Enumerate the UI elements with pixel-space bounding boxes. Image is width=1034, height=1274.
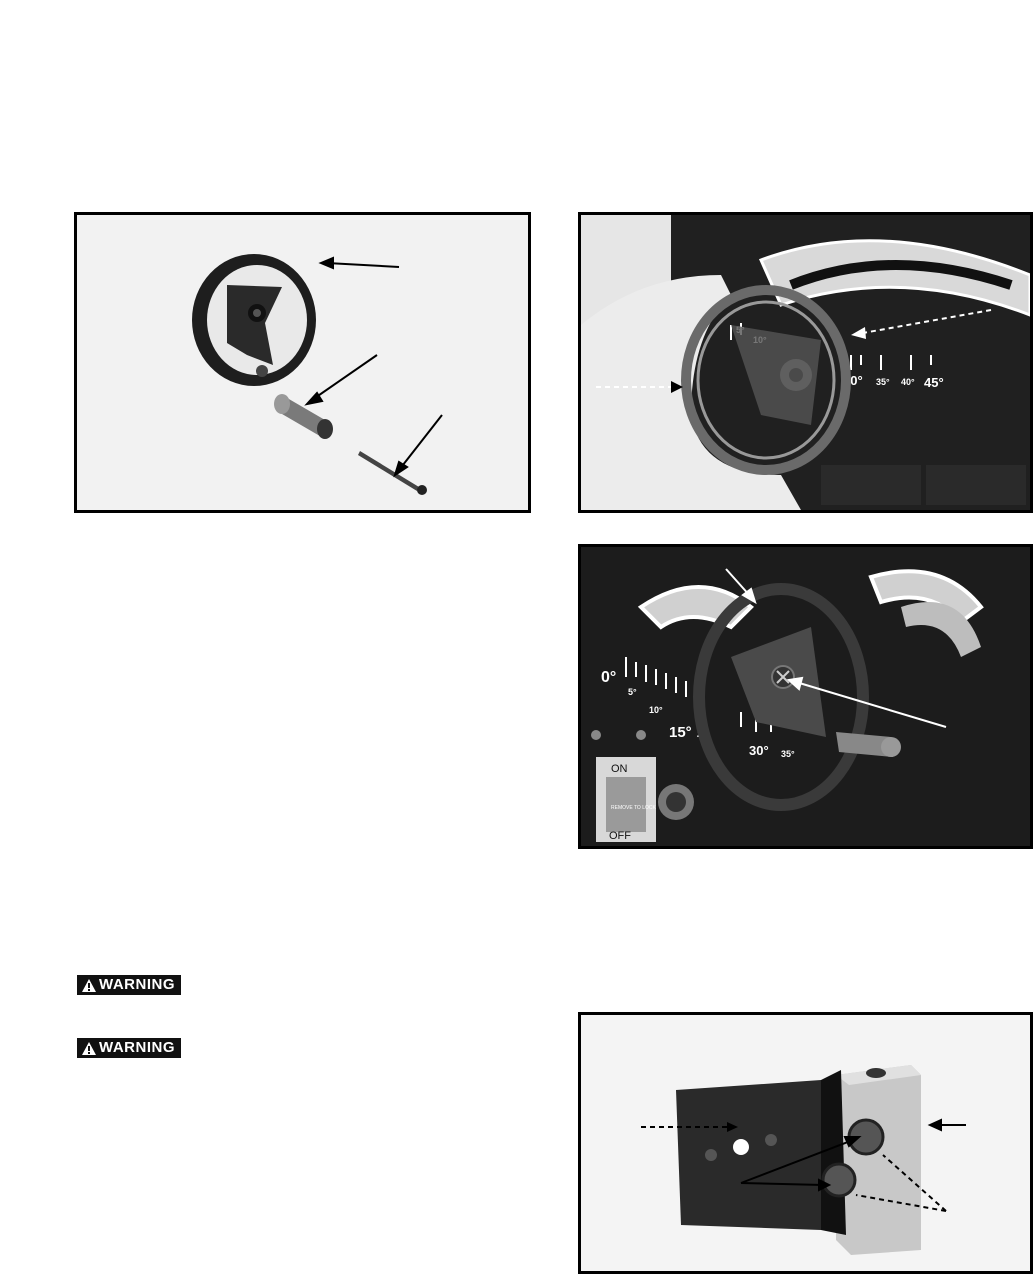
scale-label: 40° xyxy=(901,377,915,387)
switch-off-label: OFF xyxy=(609,830,631,842)
warning-triangle-icon xyxy=(81,1041,97,1056)
scale-label: 35° xyxy=(876,377,890,387)
warning-badge xyxy=(77,975,181,995)
handwheel-parts-illustration xyxy=(77,215,528,510)
switch-key-label: REMOVE TO LOCK xyxy=(611,805,656,811)
handwheel-ring xyxy=(192,254,316,386)
scale-label: 20 xyxy=(697,729,708,739)
power-switch xyxy=(596,757,656,842)
scale-label: 35° xyxy=(781,749,795,759)
figure-mounting-handwheel xyxy=(578,212,1033,513)
figure-installed-handwheel xyxy=(578,544,1033,849)
scale-label: 10° xyxy=(649,705,663,715)
installed-photo xyxy=(581,547,1030,846)
figure-bracket xyxy=(578,1012,1033,1274)
warning-triangle-icon xyxy=(81,978,97,993)
scale-label: 0° xyxy=(601,669,617,686)
switch-on-label: ON xyxy=(611,763,628,775)
scale-label: 30° xyxy=(843,373,863,388)
bracket-illustration xyxy=(581,1015,1030,1271)
mounting-photo xyxy=(581,215,1030,510)
scale-label: 30° xyxy=(749,743,769,758)
warning-label: WARNING xyxy=(99,976,175,993)
scale-label: 45° xyxy=(924,375,944,390)
scale-label: 15° xyxy=(669,724,692,741)
warning-label: WARNING xyxy=(99,1039,175,1056)
warning-badge xyxy=(77,1038,181,1058)
figure-handwheel-parts xyxy=(74,212,531,513)
scale-label: 5° xyxy=(628,687,637,697)
